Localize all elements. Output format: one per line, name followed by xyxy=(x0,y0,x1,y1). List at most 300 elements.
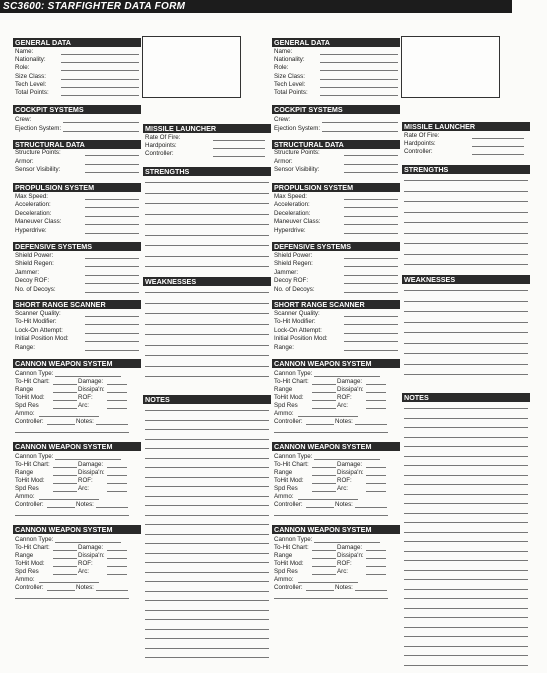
notes-line[interactable] xyxy=(145,572,269,573)
scanner-field-label: Initial Position Mod: xyxy=(15,335,69,343)
section-header-cockpit: COCKPIT SYSTEMS xyxy=(13,105,141,114)
strengths-line[interactable] xyxy=(145,256,269,257)
cockpit-field-label: Ejection System: xyxy=(274,124,321,132)
weaknesses-line[interactable] xyxy=(145,303,269,304)
notes-line[interactable] xyxy=(404,551,528,552)
cannon-ammo-label: Ammo: xyxy=(15,493,35,500)
notes-line[interactable] xyxy=(145,410,269,411)
notes-line[interactable] xyxy=(404,437,528,438)
weaknesses-line[interactable] xyxy=(404,364,528,365)
defensive-field-label: Shield Power: xyxy=(274,252,313,259)
cockpit-field-line[interactable] xyxy=(322,122,398,123)
scanner-field-label: To-Hit Modifier: xyxy=(274,318,316,326)
cannon-type-label: Cannon Type: xyxy=(15,536,54,543)
cannon-stat-line[interactable] xyxy=(53,400,77,401)
cannon-controller-line[interactable] xyxy=(47,424,75,425)
cannon-stat-line[interactable] xyxy=(366,392,386,393)
cannon-stat-label: To-Hit Chart: xyxy=(15,461,50,468)
general-field-line[interactable] xyxy=(320,79,398,80)
strengths-line[interactable] xyxy=(404,233,528,234)
notes-line[interactable] xyxy=(404,579,528,580)
notes-line[interactable] xyxy=(145,486,269,487)
strengths-line[interactable] xyxy=(404,191,528,192)
weaknesses-line[interactable] xyxy=(145,334,269,335)
weaknesses-line[interactable] xyxy=(145,376,269,377)
cannon-stat-line[interactable] xyxy=(53,558,77,559)
weaknesses-line[interactable] xyxy=(145,366,269,367)
defensive-field-label: No. of Decoys: xyxy=(15,285,56,293)
notes-line[interactable] xyxy=(404,418,528,419)
general-field-line[interactable] xyxy=(61,70,139,71)
cockpit-field-line[interactable] xyxy=(63,131,139,132)
weaknesses-line[interactable] xyxy=(404,353,528,354)
cockpit-field-label: Ejection System: xyxy=(15,124,62,132)
scanner-field-line[interactable] xyxy=(85,341,139,342)
cannon-stat-line[interactable] xyxy=(312,467,336,468)
notes-line[interactable] xyxy=(404,636,528,637)
weaknesses-line[interactable] xyxy=(404,290,528,291)
cannon-stat-label: ToHit Mod: xyxy=(274,560,304,567)
notes-line[interactable] xyxy=(404,408,528,409)
cannon-ammo-line[interactable] xyxy=(39,416,99,417)
propulsion-field-label: Hyperdrive: xyxy=(15,226,47,234)
cannon-stat-line[interactable] xyxy=(366,384,386,385)
missile-field-line[interactable] xyxy=(213,156,265,157)
strengths-line[interactable] xyxy=(404,201,528,202)
cannon-stat-line[interactable] xyxy=(312,491,336,492)
general-field-line[interactable] xyxy=(61,87,139,88)
propulsion-field-label: Acceleration: xyxy=(274,201,310,209)
cannon-notes-line[interactable] xyxy=(96,590,128,591)
missile-field-line[interactable] xyxy=(213,140,265,141)
cannon-stat-line[interactable] xyxy=(53,491,77,492)
cannon-stat-label: ROF: xyxy=(78,560,93,567)
cannon-controller-label: Controller: xyxy=(15,584,44,591)
cannon-stat-label: Dissipa'n: xyxy=(78,469,105,476)
notes-line[interactable] xyxy=(404,456,528,457)
cannon-stat-line[interactable] xyxy=(53,384,77,385)
notes-line[interactable] xyxy=(404,665,528,666)
scanner-field-line[interactable] xyxy=(85,333,139,334)
cannon-stat-line[interactable] xyxy=(312,392,336,393)
cannon-stat-line[interactable] xyxy=(107,384,127,385)
propulsion-field-line[interactable] xyxy=(344,216,398,217)
cannon-notes-line[interactable] xyxy=(96,424,128,425)
cannon-type-label: Cannon Type: xyxy=(274,536,313,543)
cannon-stat-line[interactable] xyxy=(53,408,77,409)
strengths-line[interactable] xyxy=(145,266,269,267)
cannon-stat-line[interactable] xyxy=(53,392,77,393)
notes-line[interactable] xyxy=(145,591,269,592)
defensive-field-line[interactable] xyxy=(85,292,139,293)
notes-line[interactable] xyxy=(404,617,528,618)
cannon-stat-label: Dissipa'n: xyxy=(78,552,105,559)
strengths-line[interactable] xyxy=(404,212,528,213)
scanner-field-label: Scanner Quality: xyxy=(274,310,320,317)
defensive-field-line[interactable] xyxy=(344,258,398,259)
cannon-controller-line[interactable] xyxy=(306,424,334,425)
general-field-line[interactable] xyxy=(320,54,398,55)
weaknesses-line[interactable] xyxy=(404,332,528,333)
cannon-stat-label: To-Hit Chart: xyxy=(15,378,50,385)
strengths-line[interactable] xyxy=(145,235,269,236)
general-field-line[interactable] xyxy=(61,54,139,55)
scanner-field-line[interactable] xyxy=(344,341,398,342)
notes-line[interactable] xyxy=(404,494,528,495)
notes-line[interactable] xyxy=(404,522,528,523)
cannon-stat-line[interactable] xyxy=(53,483,77,484)
cannon-stat-line[interactable] xyxy=(53,566,77,567)
cannon-stat-line[interactable] xyxy=(107,574,127,575)
propulsion-field-line[interactable] xyxy=(85,199,139,200)
cannon-controller-line[interactable] xyxy=(306,590,334,591)
cannon-stat-line[interactable] xyxy=(312,408,336,409)
structural-field-line[interactable] xyxy=(85,155,139,156)
notes-line[interactable] xyxy=(145,505,269,506)
notes-line[interactable] xyxy=(145,429,269,430)
missile-field-line[interactable] xyxy=(213,148,265,149)
notes-line[interactable] xyxy=(404,484,528,485)
notes-line[interactable] xyxy=(145,467,269,468)
cannon-stat-line[interactable] xyxy=(107,550,127,551)
notes-line[interactable] xyxy=(145,619,269,620)
cannon-ammo-label: Ammo: xyxy=(274,576,294,583)
cannon-stat-label: To-Hit Chart: xyxy=(274,461,309,468)
notes-line[interactable] xyxy=(404,608,528,609)
notes-line[interactable] xyxy=(145,581,269,582)
cannon-stat-label: ToHit Mod: xyxy=(274,394,304,401)
section-header-notes: NOTES xyxy=(143,395,271,404)
notes-line[interactable] xyxy=(404,427,528,428)
notes-line[interactable] xyxy=(145,553,269,554)
propulsion-field-line[interactable] xyxy=(344,207,398,208)
cannon-extra-line[interactable] xyxy=(15,598,129,599)
structural-field-label: Armor: xyxy=(15,157,34,165)
defensive-field-line[interactable] xyxy=(344,283,398,284)
weaknesses-line[interactable] xyxy=(404,301,528,302)
notes-line[interactable] xyxy=(145,534,269,535)
notes-line[interactable] xyxy=(145,610,269,611)
defensive-field-line[interactable] xyxy=(344,292,398,293)
cannon-stat-line[interactable] xyxy=(107,491,127,492)
propulsion-field-line[interactable] xyxy=(85,207,139,208)
strengths-line[interactable] xyxy=(404,264,528,265)
structural-field-line[interactable] xyxy=(344,155,398,156)
cannon-controller-line[interactable] xyxy=(47,590,75,591)
propulsion-field-label: Max Speed: xyxy=(15,193,49,200)
defensive-field-line[interactable] xyxy=(85,258,139,259)
notes-line[interactable] xyxy=(145,477,269,478)
cockpit-field-line[interactable] xyxy=(63,122,139,123)
general-field-line[interactable] xyxy=(320,62,398,63)
section-header-cannon: CANNON WEAPON SYSTEM xyxy=(13,442,141,451)
cannon-type-line[interactable] xyxy=(55,542,121,543)
scanner-field-line[interactable] xyxy=(85,324,139,325)
section-header-structural: STRUCTURAL DATA xyxy=(272,140,400,149)
notes-line[interactable] xyxy=(145,458,269,459)
cannon-stat-line[interactable] xyxy=(366,558,386,559)
cannon-stat-line[interactable] xyxy=(366,475,386,476)
notes-line[interactable] xyxy=(145,524,269,525)
missile-field-label: Controller: xyxy=(145,150,174,158)
defensive-field-line[interactable] xyxy=(344,275,398,276)
general-field-line[interactable] xyxy=(320,95,398,96)
notes-line[interactable] xyxy=(404,589,528,590)
cannon-stat-line[interactable] xyxy=(107,558,127,559)
cannon-stat-line[interactable] xyxy=(107,392,127,393)
name-box xyxy=(401,36,500,98)
cannon-stat-label: ROF: xyxy=(78,394,93,401)
cannon-stat-line[interactable] xyxy=(53,467,77,468)
defensive-field-label: No. of Decoys: xyxy=(274,285,315,293)
missile-field-label: Rate Of Fire: xyxy=(145,134,181,141)
cannon-ammo-line[interactable] xyxy=(298,499,358,500)
notes-line[interactable] xyxy=(404,465,528,466)
cannon-stat-label: ROF: xyxy=(78,477,93,484)
general-field-label: Name: xyxy=(274,48,293,55)
general-field-line[interactable] xyxy=(61,79,139,80)
cannon-notes-line[interactable] xyxy=(96,507,128,508)
scanner-field-label: Range: xyxy=(15,343,35,351)
cannon-extra-line[interactable] xyxy=(15,515,129,516)
structural-field-line[interactable] xyxy=(344,172,398,173)
notes-line[interactable] xyxy=(145,657,269,658)
notes-line[interactable] xyxy=(404,513,528,514)
cannon-stat-line[interactable] xyxy=(366,574,386,575)
cannon-stat-line[interactable] xyxy=(366,400,386,401)
cannon-stat-label: Damage: xyxy=(337,378,363,385)
cannon-stat-line[interactable] xyxy=(366,408,386,409)
section-header-notes: NOTES xyxy=(402,393,530,402)
cannon-type-line[interactable] xyxy=(55,459,121,460)
notes-line[interactable] xyxy=(145,648,269,649)
cannon-stat-line[interactable] xyxy=(53,574,77,575)
cannon-extra-line[interactable] xyxy=(274,515,388,516)
notes-line[interactable] xyxy=(145,439,269,440)
section-header-missile: MISSILE LAUNCHER xyxy=(402,122,530,131)
structural-field-line[interactable] xyxy=(85,164,139,165)
notes-line[interactable] xyxy=(145,496,269,497)
cannon-notes-line[interactable] xyxy=(355,507,387,508)
weaknesses-line[interactable] xyxy=(404,374,528,375)
notes-line[interactable] xyxy=(145,629,269,630)
cannon-controller-label: Controller: xyxy=(15,501,44,508)
cannon-stat-line[interactable] xyxy=(312,558,336,559)
notes-line[interactable] xyxy=(145,420,269,421)
cannon-controller-line[interactable] xyxy=(47,507,75,508)
missile-field-line[interactable] xyxy=(472,138,524,139)
cannon-notes-label: Notes: xyxy=(76,501,94,508)
general-field-label: Total Points: xyxy=(274,89,308,96)
cannon-notes-label: Notes: xyxy=(335,418,353,425)
notes-line[interactable] xyxy=(404,532,528,533)
cannon-notes-line[interactable] xyxy=(355,590,387,591)
cannon-notes-line[interactable] xyxy=(355,424,387,425)
cannon-stat-line[interactable] xyxy=(53,475,77,476)
scanner-field-line[interactable] xyxy=(344,324,398,325)
weaknesses-line[interactable] xyxy=(145,355,269,356)
defensive-field-label: Shield Power: xyxy=(15,252,54,259)
cannon-stat-line[interactable] xyxy=(107,566,127,567)
scanner-field-label: Lock-On Attempt: xyxy=(15,326,63,334)
notes-line[interactable] xyxy=(145,448,269,449)
notes-line[interactable] xyxy=(145,600,269,601)
weaknesses-line[interactable] xyxy=(145,324,269,325)
cannon-type-line[interactable] xyxy=(314,542,380,543)
general-field-line[interactable] xyxy=(61,62,139,63)
cannon-stat-line[interactable] xyxy=(107,408,127,409)
cannon-stat-line[interactable] xyxy=(107,475,127,476)
cannon-stat-line[interactable] xyxy=(107,400,127,401)
cannon-ammo-label: Ammo: xyxy=(274,493,294,500)
defensive-field-label: Decoy ROF: xyxy=(15,277,50,285)
propulsion-field-line[interactable] xyxy=(85,233,139,234)
cannon-stat-label: Arc: xyxy=(78,402,90,409)
cannon-stat-line[interactable] xyxy=(312,475,336,476)
cannon-type-label: Cannon Type: xyxy=(15,453,54,460)
notes-line[interactable] xyxy=(404,627,528,628)
strengths-line[interactable] xyxy=(404,222,528,223)
cannon-extra-line[interactable] xyxy=(274,598,388,599)
strengths-line[interactable] xyxy=(404,243,528,244)
cannon-ammo-line[interactable] xyxy=(298,416,358,417)
general-field-line[interactable] xyxy=(61,95,139,96)
cannon-stat-label: ToHit Mod: xyxy=(15,560,45,567)
cannon-ammo-line[interactable] xyxy=(39,499,99,500)
scanner-field-line[interactable] xyxy=(344,316,398,317)
defensive-field-line[interactable] xyxy=(344,266,398,267)
weaknesses-line[interactable] xyxy=(404,343,528,344)
notes-line[interactable] xyxy=(404,503,528,504)
general-field-line[interactable] xyxy=(320,70,398,71)
strengths-line[interactable] xyxy=(145,182,269,183)
defensive-field-line[interactable] xyxy=(85,283,139,284)
section-header-missile: MISSILE LAUNCHER xyxy=(143,124,271,133)
cannon-type-label: Cannon Type: xyxy=(274,370,313,377)
cannon-ammo-line[interactable] xyxy=(39,582,99,583)
propulsion-field-line[interactable] xyxy=(344,199,398,200)
scanner-field-line[interactable] xyxy=(85,316,139,317)
defensive-field-line[interactable] xyxy=(85,266,139,267)
cannon-stat-line[interactable] xyxy=(312,566,336,567)
propulsion-field-line[interactable] xyxy=(344,233,398,234)
notes-line[interactable] xyxy=(145,515,269,516)
strengths-line[interactable] xyxy=(145,193,269,194)
cannon-stat-line[interactable] xyxy=(366,491,386,492)
cannon-stat-line[interactable] xyxy=(366,483,386,484)
defensive-field-line[interactable] xyxy=(85,275,139,276)
cannon-type-line[interactable] xyxy=(55,376,121,377)
cannon-stat-line[interactable] xyxy=(107,467,127,468)
cannon-stat-line[interactable] xyxy=(312,574,336,575)
notes-line[interactable] xyxy=(145,638,269,639)
missile-field-line[interactable] xyxy=(472,146,524,147)
propulsion-field-label: Max Speed: xyxy=(274,193,308,200)
cannon-stat-label: Spd Res xyxy=(274,402,298,409)
strengths-line[interactable] xyxy=(145,245,269,246)
notes-line[interactable] xyxy=(404,560,528,561)
cannon-stat-line[interactable] xyxy=(366,467,386,468)
notes-line[interactable] xyxy=(404,446,528,447)
general-field-line[interactable] xyxy=(320,87,398,88)
cannon-stat-label: To-Hit Chart: xyxy=(274,378,309,385)
cannon-stat-line[interactable] xyxy=(366,566,386,567)
structural-field-label: Armor: xyxy=(274,157,293,165)
cannon-notes-label: Notes: xyxy=(76,584,94,591)
cannon-stat-line[interactable] xyxy=(312,550,336,551)
notes-line[interactable] xyxy=(404,655,528,656)
cannon-notes-label: Notes: xyxy=(76,418,94,425)
cannon-stat-line[interactable] xyxy=(312,400,336,401)
weaknesses-line[interactable] xyxy=(145,345,269,346)
notes-line[interactable] xyxy=(404,646,528,647)
notes-line[interactable] xyxy=(404,598,528,599)
strengths-line[interactable] xyxy=(145,203,269,204)
cannon-stat-label: Range xyxy=(15,386,34,393)
cannon-type-line[interactable] xyxy=(314,459,380,460)
structural-field-label: Sensor Visibility: xyxy=(274,166,320,173)
notes-line[interactable] xyxy=(145,543,269,544)
general-field-label: Tech Level: xyxy=(274,80,306,88)
cannon-stat-label: Dissipa'n: xyxy=(337,552,364,559)
structural-field-line[interactable] xyxy=(85,172,139,173)
scanner-field-line[interactable] xyxy=(344,333,398,334)
cannon-extra-line[interactable] xyxy=(274,432,388,433)
missile-field-line[interactable] xyxy=(472,154,524,155)
strengths-line[interactable] xyxy=(145,214,269,215)
cannon-ammo-line[interactable] xyxy=(298,582,358,583)
cannon-stat-line[interactable] xyxy=(53,550,77,551)
cannon-stat-line[interactable] xyxy=(312,483,336,484)
section-header-defensive: DEFENSIVE SYSTEMS xyxy=(272,242,400,251)
notes-line[interactable] xyxy=(145,562,269,563)
cannon-type-label: Cannon Type: xyxy=(15,370,54,377)
scanner-field-line[interactable] xyxy=(85,350,139,351)
strengths-line[interactable] xyxy=(404,180,528,181)
general-field-label: Role: xyxy=(15,64,30,72)
cannon-stat-line[interactable] xyxy=(312,384,336,385)
strengths-line[interactable] xyxy=(145,224,269,225)
propulsion-field-line[interactable] xyxy=(344,224,398,225)
scanner-field-line[interactable] xyxy=(344,350,398,351)
missile-field-label: Hardpoints: xyxy=(145,142,177,150)
weaknesses-line[interactable] xyxy=(404,322,528,323)
notes-line[interactable] xyxy=(404,541,528,542)
section-header-cockpit: COCKPIT SYSTEMS xyxy=(272,105,400,114)
cannon-controller-line[interactable] xyxy=(306,507,334,508)
cannon-notes-label: Notes: xyxy=(335,501,353,508)
propulsion-field-line[interactable] xyxy=(85,216,139,217)
cockpit-field-line[interactable] xyxy=(322,131,398,132)
strengths-line[interactable] xyxy=(404,254,528,255)
cannon-stat-line[interactable] xyxy=(366,550,386,551)
cannon-stat-label: Range xyxy=(274,469,293,476)
weaknesses-line[interactable] xyxy=(145,313,269,314)
cannon-stat-label: Spd Res xyxy=(15,568,39,575)
weaknesses-line[interactable] xyxy=(404,311,528,312)
cannon-stat-line[interactable] xyxy=(107,483,127,484)
cannon-ammo-label: Ammo: xyxy=(15,410,35,417)
notes-line[interactable] xyxy=(404,570,528,571)
weaknesses-line[interactable] xyxy=(145,292,269,293)
cannon-stat-label: Range xyxy=(274,552,293,559)
propulsion-field-line[interactable] xyxy=(85,224,139,225)
defensive-field-label: Shield Regen: xyxy=(274,260,313,268)
structural-field-line[interactable] xyxy=(344,164,398,165)
notes-line[interactable] xyxy=(404,475,528,476)
cannon-extra-line[interactable] xyxy=(15,432,129,433)
cannon-type-line[interactable] xyxy=(314,376,380,377)
